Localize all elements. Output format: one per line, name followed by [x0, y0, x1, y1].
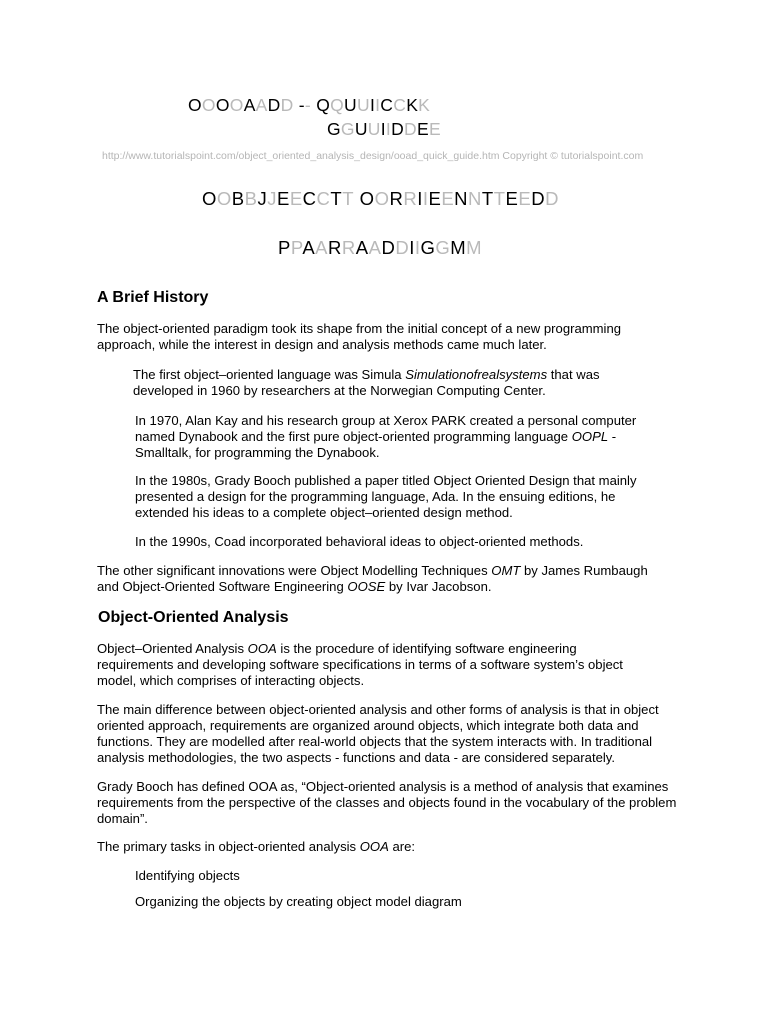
title-glyph: O	[229, 95, 244, 115]
title-glyph: O	[202, 188, 217, 209]
title-glyph: G	[420, 237, 436, 258]
title-glyph: B	[231, 188, 245, 209]
chapter-title-line-1	[202, 188, 559, 210]
title-glyph: -	[298, 95, 305, 115]
title-glyph: U	[356, 95, 370, 115]
history-item-coad: In the 1990s, Coad incorporated behavioral ideas to object-oriented methods.	[135, 534, 584, 549]
title-glyph: O	[201, 95, 216, 115]
title-glyph: I	[409, 237, 415, 258]
title-glyph: O	[359, 188, 375, 209]
title-glyph: D	[267, 95, 281, 115]
title-glyph: D	[531, 188, 546, 209]
title-glyph: I	[414, 237, 421, 258]
title-glyph: I	[375, 95, 381, 115]
title-glyph: I	[369, 95, 376, 115]
title-glyph: M	[450, 237, 467, 258]
ooa-task-item: Identifying objects	[135, 868, 240, 883]
title-glyph: E	[417, 119, 429, 139]
title-glyph: C	[380, 95, 394, 115]
title-glyph: -	[304, 95, 312, 115]
title-glyph: J	[257, 188, 268, 209]
ooa-difference-paragraph: The main difference between object-oriented analysis and other forms of analysis is that in object oriented approach, requirements are organized around objects, which integrate both data and functions. They are modelled after real-world objects that the system interacts with. In traditional analysis methodologies, the two aspects - functions and data - are considered separately.	[97, 702, 659, 765]
title-glyph: P	[290, 237, 303, 258]
title-glyph: A	[255, 95, 268, 115]
title-glyph: E	[428, 119, 441, 139]
title-glyph: A	[355, 237, 369, 258]
title-glyph: U	[344, 95, 357, 115]
title-glyph: U	[354, 119, 368, 139]
title-glyph: K	[406, 95, 419, 115]
title-glyph: A	[302, 237, 316, 258]
title-glyph: N	[468, 188, 482, 209]
title-glyph: O	[215, 95, 230, 115]
history-item-booch: In the 1980s, Grady Booch published a paper titled Object Oriented Design that mainly presented a design for the programming language, Ada. In the ensuing editions, he extended his ideas to a complete object–oriented design method.	[135, 473, 637, 520]
title-glyph: D	[391, 119, 405, 139]
title-glyph: E	[441, 188, 455, 209]
ooa-booch-quote-paragraph: Grady Booch has defined OOA as, “Object-oriented analysis is a method of analysis that examines requirements from the perspective of the classes and objects found in the vocabulary of the problem domain”.	[97, 779, 677, 826]
ooa-definition-paragraph: Object–Oriented Analysis OOA is the procedure of identifying software engineering requirements and developing software specifications in terms of a software system’s object model, which comprises of interacting objects.	[97, 641, 623, 688]
title-glyph: D	[545, 188, 559, 209]
title-glyph: C	[393, 95, 407, 115]
title-glyph: M	[466, 237, 483, 258]
title-glyph: I	[417, 188, 423, 209]
title-glyph: A	[243, 95, 256, 115]
title-glyph: G	[340, 119, 355, 139]
section-heading-ooa: Object-Oriented Analysis	[98, 609, 289, 626]
title-glyph: I	[422, 188, 429, 209]
title-glyph: E	[518, 188, 532, 209]
title-glyph: I	[380, 119, 386, 139]
title-glyph: R	[389, 188, 404, 209]
title-glyph: O	[188, 95, 202, 115]
title-glyph: P	[278, 237, 291, 258]
title-glyph: Q	[330, 95, 345, 115]
title-glyph: A	[368, 237, 382, 258]
title-glyph: E	[289, 188, 303, 209]
ooa-tasks-intro: The primary tasks in object-oriented analysis OOA are:	[97, 839, 416, 854]
source-url: http://www.tutorialspoint.com/object_oriented_analysis_design/ooad_quick_guide.htm Copyright © tutorialspoint.com	[102, 150, 644, 162]
title-glyph: R	[403, 188, 418, 209]
section-heading-brief-history: A Brief History	[97, 289, 209, 306]
title-glyph: D	[381, 237, 396, 258]
title-glyph: A	[315, 237, 328, 258]
title-glyph: G	[327, 119, 341, 139]
title-glyph: B	[244, 188, 258, 209]
title-glyph: E	[428, 188, 442, 209]
title-glyph: G	[435, 237, 451, 258]
title-glyph: E	[505, 188, 519, 209]
title-glyph: T	[493, 188, 506, 209]
title-glyph: T	[481, 188, 494, 209]
title-glyph: Q	[316, 95, 331, 115]
title-glyph: N	[454, 188, 469, 209]
history-intro-paragraph: The object-oriented paradigm took its shape from the initial concept of a new programming approach, while the interest in design and analysis methods came much later.	[97, 321, 622, 352]
title-glyph: K	[418, 95, 431, 115]
title-glyph: O	[216, 188, 232, 209]
title-glyph: C	[302, 188, 317, 209]
history-item-smalltalk: In 1970, Alan Kay and his research group at Xerox PARK created a personal computer named Dynabook and the first pure object-oriented programming language OOPL - Smalltalk, for programming the Dynabook.	[135, 413, 637, 460]
history-item-simula: The first object–oriented language was Simula Simulationofrealsystems that was developed in 1960 by researchers at the Norwegian Computing Center.	[133, 367, 600, 398]
title-glyph: R	[341, 237, 356, 258]
title-glyph: T	[330, 188, 343, 209]
chapter-title-line-2	[278, 237, 482, 259]
title-glyph: J	[267, 188, 277, 209]
title-glyph: O	[374, 188, 390, 209]
history-closing-paragraph: The other significant innovations were Object Modelling Techniques OMT by James Rumbaugh and Object-Oriented Software Engineering OOSE by Ivar Jacobson.	[97, 563, 648, 594]
title-glyph: C	[316, 188, 331, 209]
title-glyph: E	[276, 188, 290, 209]
title-glyph: D	[395, 237, 410, 258]
title-glyph: R	[328, 237, 342, 258]
doc-title-line-2	[327, 119, 441, 140]
doc-title-line-1	[188, 95, 430, 116]
ooa-task-item: Organizing the objects by creating object model diagram	[135, 894, 462, 909]
title-glyph: D	[280, 95, 294, 115]
title-glyph: D	[404, 119, 417, 139]
title-glyph: T	[342, 188, 355, 209]
title-glyph: I	[385, 119, 392, 139]
title-glyph: U	[367, 119, 381, 139]
